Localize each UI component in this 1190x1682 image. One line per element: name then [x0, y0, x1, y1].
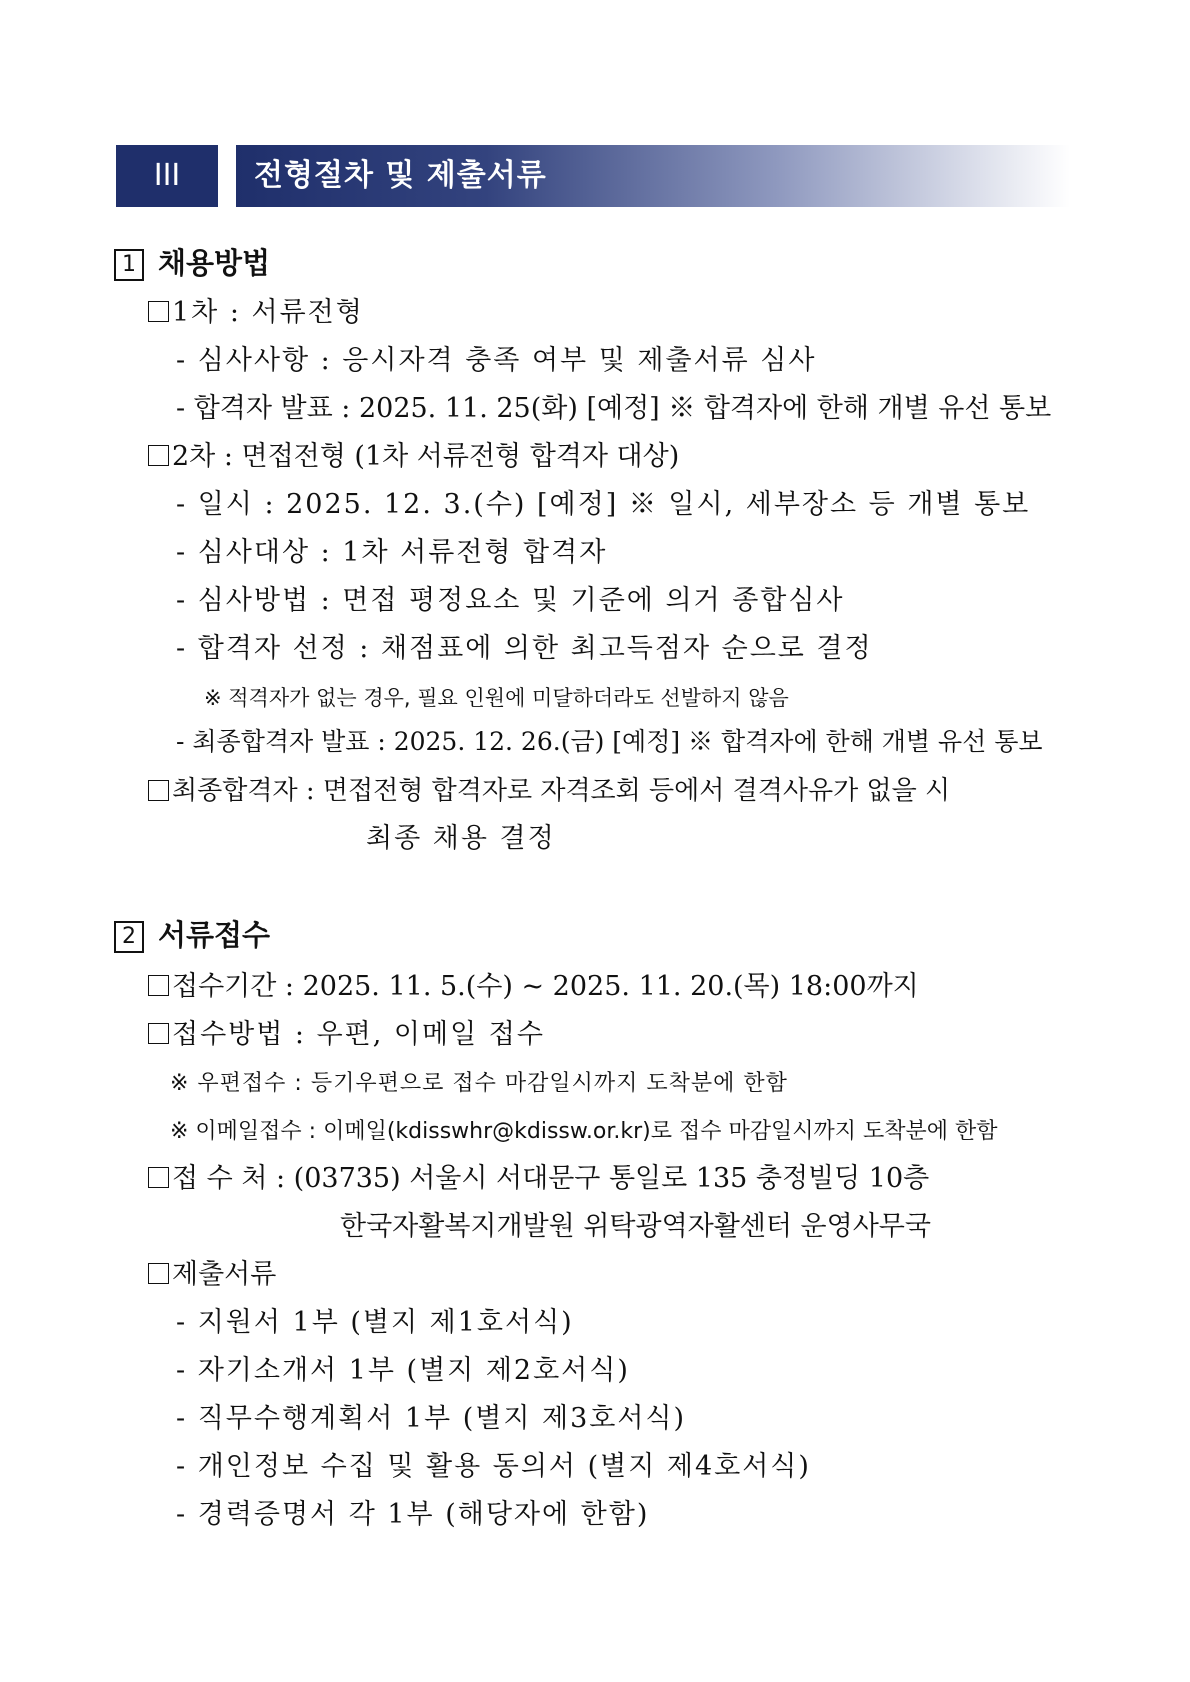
doc-item: - 개인정보 수집 및 활용 동의서 (별지 제4호서식): [176, 1451, 811, 1482]
checkbox-square-icon: [148, 1263, 169, 1284]
checkbox-square-icon: [148, 301, 169, 322]
section-1-number: 1: [114, 249, 144, 281]
step2-item-2: - 심사대상 : 1차 서류전형 합격자: [176, 537, 608, 568]
checkbox-square-icon: [148, 780, 169, 801]
doc-item: - 직무수행계획서 1부 (별지 제3호서식): [176, 1403, 687, 1434]
final-selection-line: 최종합격자 : 면접전형 합격자로 자격조회 등에서 결격사유가 없을 시: [148, 773, 950, 809]
final-selection-cont: 최종 채용 결정: [366, 823, 556, 854]
step2-item-1: - 일시 : 2025. 12. 3.(수) [예정] ※ 일시, 세부장소 등 개별 통보: [176, 489, 1031, 520]
docs-title-line: 제출서류: [148, 1257, 276, 1293]
step2-note: ※ 적격자가 없는 경우, 필요 인원에 미달하더라도 선발하지 않음: [204, 686, 789, 710]
chapter-title-bar: [236, 145, 1070, 207]
email-note: ※ 이메일접수 : 이메일(kdisswhr@kdissw.or.kr)로 접수 마감일시까지 도착분에 한함: [170, 1119, 998, 1144]
step2-final-announce: - 최종합격자 발표 : 2025. 12. 26.(금) [예정] ※ 합격자에 한해 개별 유선 통보: [176, 727, 1043, 756]
doc-item: - 자기소개서 1부 (별지 제2호서식): [176, 1355, 630, 1386]
doc-item: - 경력증명서 각 1부 (해당자에 한함): [176, 1499, 650, 1530]
step1-line: 1차 : 서류전형: [148, 295, 364, 331]
chapter-number: III: [116, 145, 218, 207]
section-2-heading: [114, 917, 270, 953]
place-line: 접 수 처 : (03735) 서울시 서대문구 통일로 135 충정빌딩 10층: [148, 1161, 929, 1197]
checkbox-square-icon: [148, 975, 169, 996]
post-note: ※ 우편접수 : 등기우편으로 접수 마감일시까지 도착분에 한함: [170, 1071, 788, 1096]
step1-item-2: - 합격자 발표 : 2025. 11. 25(화) [예정] ※ 합격자에 한해 개별 유선 통보: [176, 393, 1052, 424]
doc-item: - 지원서 1부 (별지 제1호서식): [176, 1307, 574, 1338]
checkbox-square-icon: [148, 1167, 169, 1188]
checkbox-square-icon: [148, 1023, 169, 1044]
step1-item-1: - 심사사항 : 응시자격 충족 여부 및 제출서류 심사: [176, 345, 817, 376]
step2-line: 2차 : 면접전형 (1차 서류전형 합격자 대상): [148, 439, 679, 475]
section-header: [116, 145, 1070, 207]
step2-item-3: - 심사방법 : 면접 평정요소 및 기준에 의거 종합심사: [176, 585, 845, 616]
section-2-number: 2: [114, 921, 144, 953]
chapter-title: 전형절차 및 제출서류: [254, 158, 547, 193]
checkbox-square-icon: [148, 445, 169, 466]
place-cont: 한국자활복지개발원 위탁광역자활센터 운영사무국: [340, 1211, 931, 1242]
section-1-heading: [114, 245, 270, 281]
step2-item-4: - 합격자 선정 : 채점표에 의한 최고득점자 순으로 결정: [176, 633, 873, 664]
method-line: 접수방법 : 우편, 이메일 접수: [148, 1017, 545, 1053]
section-2-title: 서류접수: [158, 918, 271, 952]
period-line: 접수기간 : 2025. 11. 5.(수) ~ 2025. 11. 20.(목) 18:00까지: [148, 969, 919, 1005]
section-1-title: 채용방법: [158, 246, 271, 280]
